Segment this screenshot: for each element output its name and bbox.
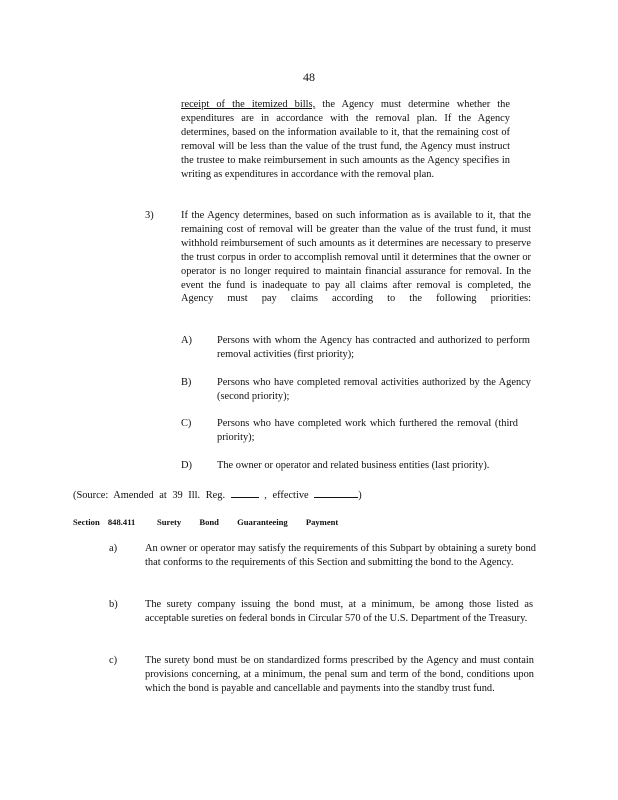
- section-item-label: c): [109, 655, 118, 666]
- subitem-text: Persons with whom the Agency has contracted and authorized to perform removal activities (first priority);: [217, 335, 530, 360]
- section-item-text: An owner or operator may satisfy the requirements of this Subpart by obtaining a surety bond that conforms to the requirements of this Section and submitting the bond to the Agency.: [145, 543, 536, 568]
- subitem-text: Persons who have completed removal activities authorized by the Agency (second priority);: [217, 377, 531, 402]
- source-middle: , effective: [264, 490, 309, 501]
- continued-paragraph: [181, 98, 510, 181]
- blank-line: [314, 487, 358, 498]
- section-title: Surety Bond Guaranteeing Payment: [157, 517, 339, 527]
- source-suffix: ): [358, 490, 362, 501]
- source-note: [73, 487, 362, 503]
- section-number: Section 848.411: [73, 517, 136, 527]
- item-3-text: If the Agency determines, based on such information as is available to it, that the remaining cost of removal will be greater than the value of the trust fund, it must withhold reimbursement of such amounts as it determines are necessary to preserve the trust corpus in order to accomplish removal until it determines that the owner or operator is no longer required to maintain financial assurance for removal. In the event the fund is inadequate to pay all claims after removal is completed, the Agency must pay claims according to the following priorities:: [181, 210, 531, 305]
- subitem-text: Persons who have completed work which furthered the removal (third priority);: [217, 418, 518, 443]
- item-3-label: 3): [145, 210, 154, 221]
- page-number: 48: [303, 70, 315, 84]
- section-item-text: The surety bond must be on standardized forms prescribed by the Agency and must contain provisions concerning, at a minimum, the penal sum and term of the bond, conditions upon which the bond is payable and cancellable and payments into the standby trust fund.: [145, 655, 534, 694]
- subitem-label: C): [181, 418, 192, 429]
- underlined-lead: receipt of the itemized bills,: [181, 99, 316, 110]
- subitem-label: D): [181, 460, 192, 471]
- section-item-label: b): [109, 599, 118, 610]
- subitem-text: The owner or operator and related business entities (last priority).: [217, 460, 490, 471]
- subitem-label: B): [181, 377, 192, 388]
- blank-line: [231, 487, 259, 498]
- continued-paragraph-text: the Agency must determine whether the expenditures are in accordance with the removal plan. If the Agency determines, based on the information available to it, that the remaining cost of removal will be less than the value of the trust fund, the Agency must instruct the trustee to make reimbursement in such amounts as the Agency specifies in writing as expenditures in accordance with the removal plan.: [181, 99, 510, 180]
- source-prefix: (Source: Amended at 39 Ill. Reg.: [73, 490, 226, 501]
- subitem-label: A): [181, 335, 192, 346]
- section-item-text: The surety company issuing the bond must, at a minimum, be among those listed as acceptable sureties on federal bonds in Circular 570 of the U.S. Department of the Treasury.: [145, 599, 533, 624]
- section-item-label: a): [109, 543, 118, 554]
